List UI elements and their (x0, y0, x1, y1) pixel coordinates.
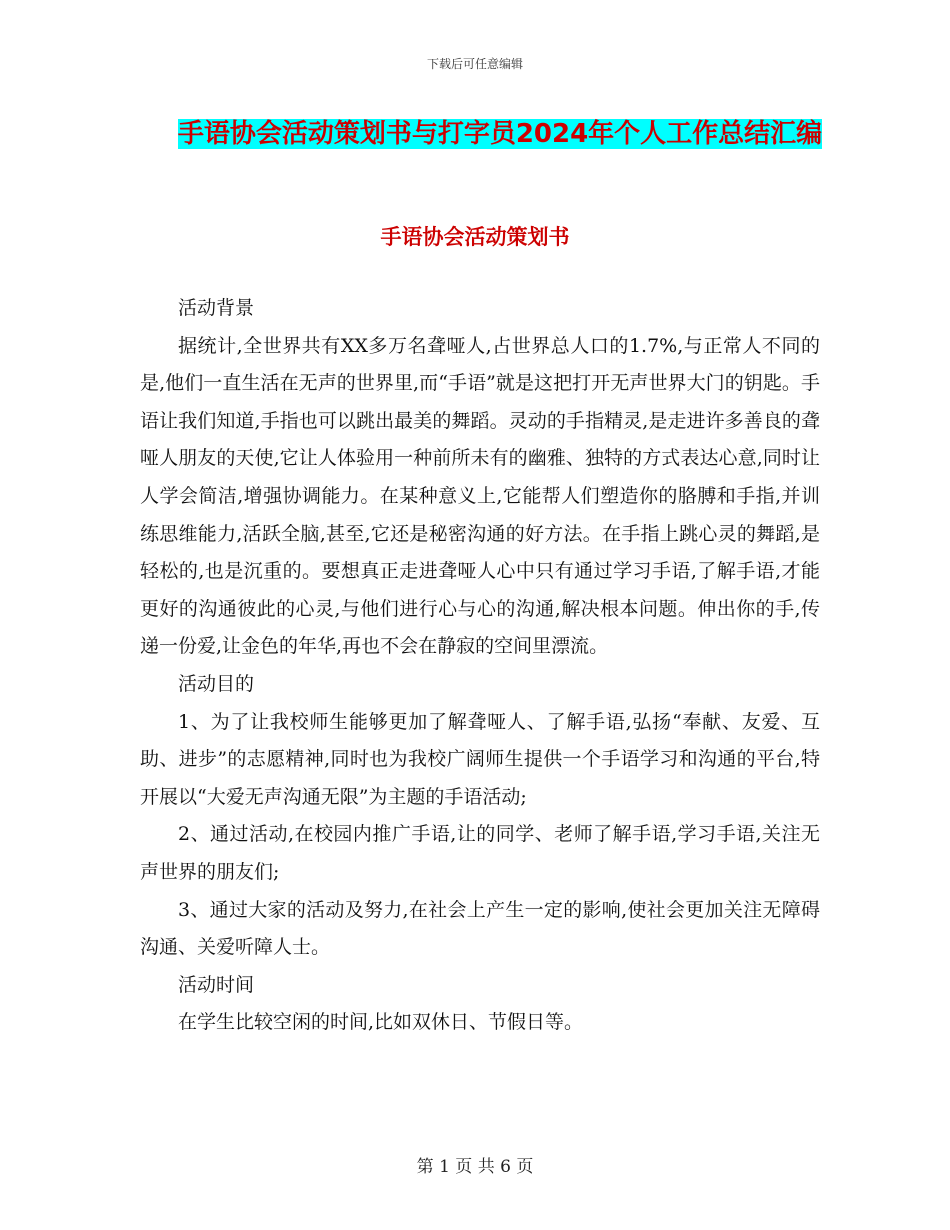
page-number-footer: 第 1 页 共 6 页 (416, 1157, 534, 1177)
document-title (140, 110, 860, 158)
document-body (140, 290, 820, 1042)
heading-activity-purpose: 活动目的 (178, 672, 255, 695)
paragraph-background: 据统计,全世界共有XX多万名聋哑人,占世界总人口的1.7%,与正常人不同的是,他们一直生活在无声的世界里,而“手语”就是这把打开无声世界大门的钥匙。手语让我们知道,手指也可以跳出最美的舞蹈。灵动的手指精灵,是走进许多善良的聋哑人朋友的天使,它让人体验用一种前所未有的幽雅、独特的方式表达心意,同时让人学会简洁,增强协调能力。在某种意义上,它能帮人们塑造你的胳膊和手指,并训练思维能力,活跃全脑,甚至,它还是秘密沟通的好方法。在手指上跳心灵的舞蹈,是轻松的,也是沉重的。要想真正走进聋哑人心中只有通过学习手语,了解手语,才能更好的沟通彼此的心灵,与他们进行心与心的沟通,解决根本问题。伸出你的手,传递一份爱,让金色的年华,再也不会在静寂的空间里漂流。 (140, 334, 820, 658)
paragraph-purpose-1: 1、为了让我校师生能够更加了解聋哑人、了解手语,弘扬“奉献、友爱、互助、进步”的志愿精神,同时也为我校广阔师生提供一个手语学习和沟通的平台,特开展以“大爱无声沟通无限”为主题的手语活动; (140, 710, 820, 808)
heading-activity-time: 活动时间 (178, 973, 255, 996)
paragraph-purpose-3: 3、通过大家的活动及努力,在社会上产生一定的影响,使社会更加关注无障碍沟通、关爱听障人士。 (140, 898, 820, 959)
paragraph-purpose-2: 2、通过活动,在校园内推广手语,让的同学、老师了解手语,学习手语,关注无声世界的朋友们; (140, 823, 820, 883)
header-note: 下载后可任意编辑 (426, 57, 523, 71)
document-title-text: 手语协会活动策划书与打字员2024年个人工作总结汇编 (177, 119, 823, 149)
heading-activity-background: 活动背景 (178, 297, 255, 319)
section-title: 手语协会活动策划书 (380, 225, 570, 249)
paragraph-time: 在学生比较空闲的时间,比如双休日、节假日等。 (178, 1011, 584, 1034)
